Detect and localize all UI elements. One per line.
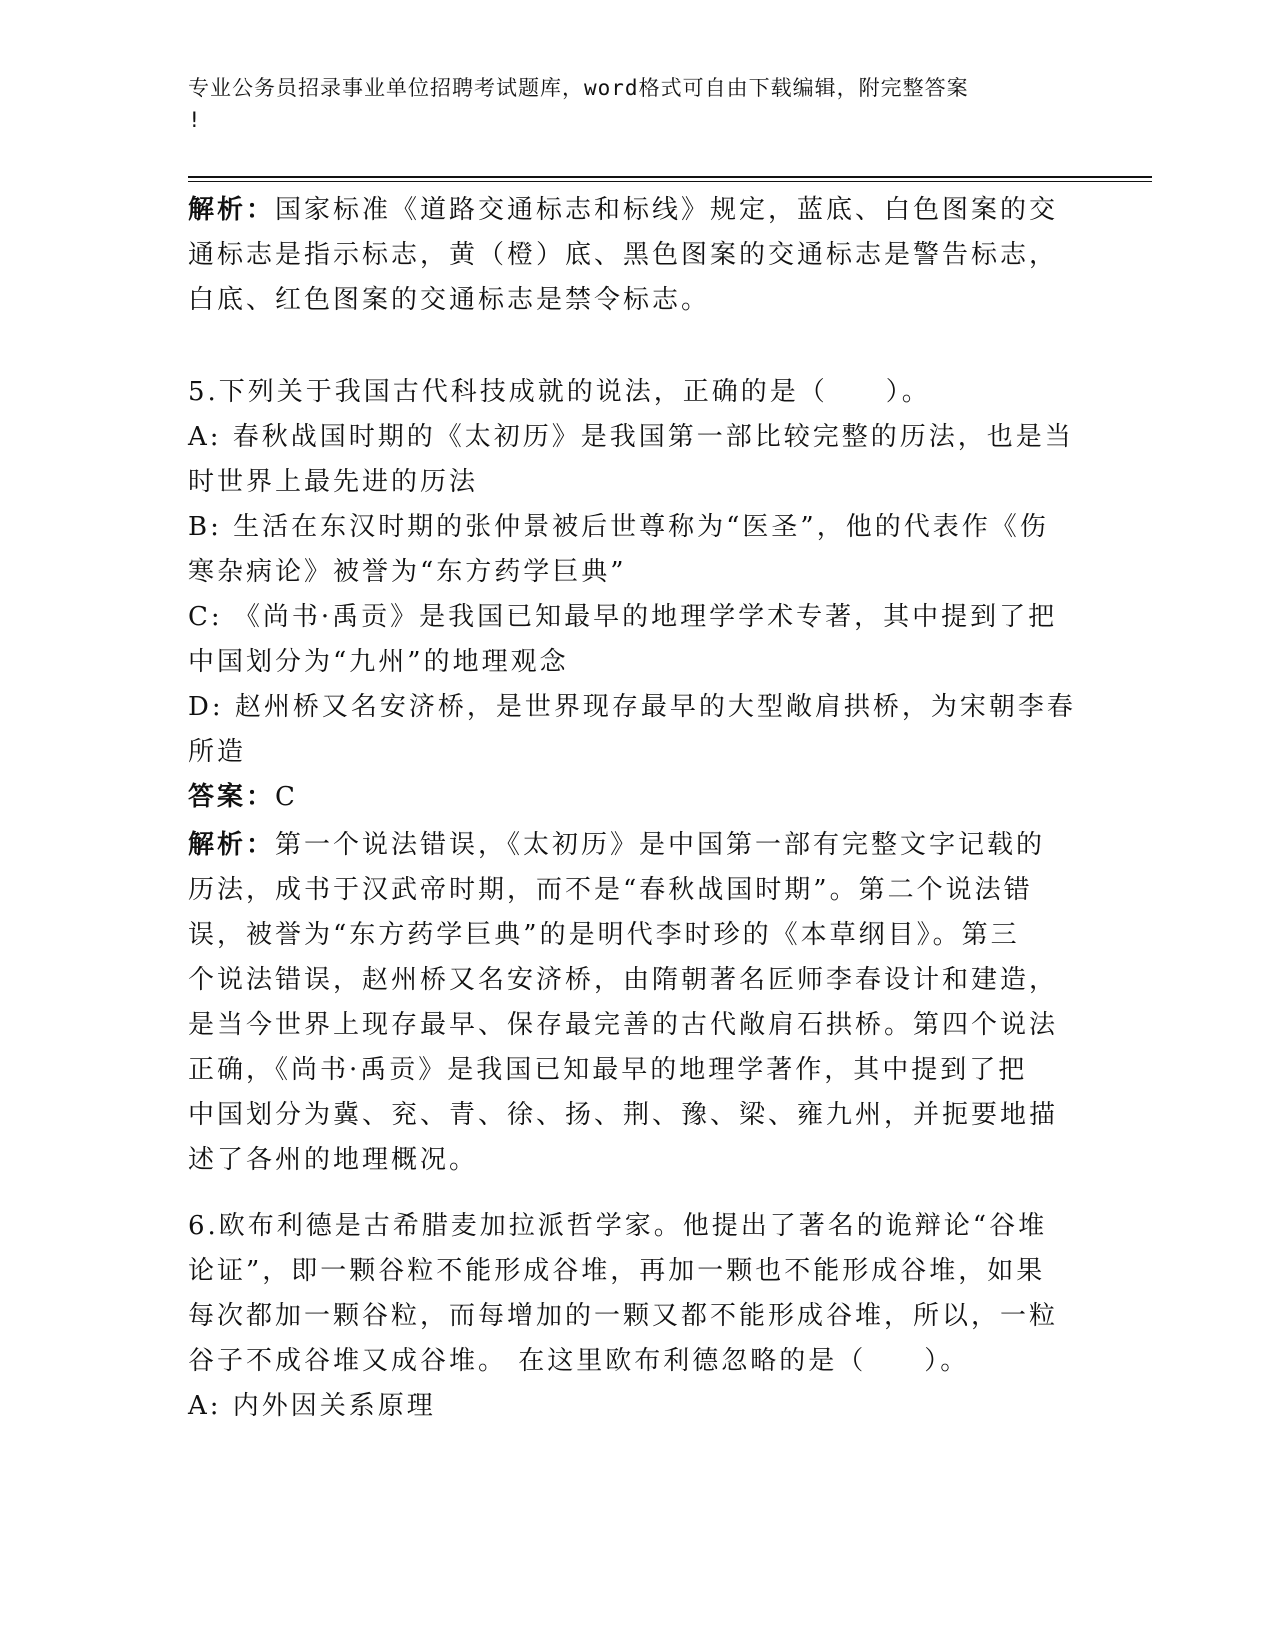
option-a-line-2: 时世界上最先进的历法 [188, 467, 479, 497]
question-stem-line: 6.欧布利德是古希腊麦加拉派哲学家。他提出了著名的诡辩论“谷堆 [188, 1211, 1048, 1241]
explanation-line: 通标志是指示标志，黄（橙）底、黑色图案的交通标志是警告标志， [188, 240, 1059, 270]
question-stem: 5.下列关于我国古代科技成就的说法，正确的是（ ）。 [188, 377, 931, 407]
option-a-line-1: A: 内外因关系原理 [188, 1391, 436, 1421]
question-stem-line: 论证”，即一颗谷粒不能形成谷堆，再加一颗也不能形成谷堆，如果 [188, 1256, 1046, 1286]
header-line-1: 专业公务员招录事业单位招聘考试题库，word格式可自由下载编辑，附完整答案 [188, 76, 969, 100]
explanation-line: 白底、红色图案的交通标志是禁令标志。 [188, 285, 711, 315]
option-a-line-1: A: 春秋战国时期的《太初历》是我国第一部比较完整的历法，也是当 [188, 422, 1074, 452]
explanation-line: 历法，成书于汉武帝时期，而不是“春秋战国时期”。第二个说法错 [188, 875, 1033, 905]
explanation-line [188, 188, 1068, 233]
header-line-2: ! [188, 108, 202, 132]
explanation-line: 是当今世界上现存最早、保存最完善的古代敞肩石拱桥。第四个说法 [188, 1010, 1059, 1040]
page-header [188, 72, 1088, 136]
explanation-q4 [188, 188, 1068, 323]
option-b-line-2: 寒杂病论》被誉为“东方药学巨典” [188, 557, 627, 587]
question-6 [188, 1204, 1068, 1429]
option-b-line-1: B: 生活在东汉时期的张仲景被后世尊称为“医圣”，他的代表作《伤 [188, 512, 1049, 542]
option-d-line-2: 所造 [188, 737, 247, 767]
explanation-label: 解析： [188, 195, 276, 225]
answer-label: 答案： [188, 782, 276, 812]
question-5 [188, 370, 1076, 820]
option-c-line-1: C: 《尚书·禹贡》是我国已知最早的地理学学术专著，其中提到了把 [188, 602, 1058, 632]
answer-value: C [275, 782, 298, 812]
explanation-line: 述了各州的地理概况。 [188, 1145, 479, 1175]
option-d-line-1: D: 赵州桥又名安济桥，是世界现存最早的大型敞肩拱桥，为宋朝李春 [188, 692, 1076, 722]
answer-line [188, 775, 1068, 820]
explanation-line [188, 823, 1068, 868]
explanation-line: 中国划分为冀、兖、青、徐、扬、荆、豫、梁、雍九州，并扼要地描 [188, 1100, 1059, 1130]
explanation-text: 国家标准《道路交通标志和标线》规定，蓝底、白色图案的交 [275, 195, 1059, 225]
explanation-q5 [188, 823, 1068, 1183]
question-stem-line: 谷子不成谷堆又成谷堆。 在这里欧布利德忽略的是（ ）。 [188, 1346, 970, 1376]
header-rule-thick [188, 176, 1152, 178]
explanation-text: 第一个说法错误，《太初历》是中国第一部有完整文字记载的 [275, 830, 1046, 860]
option-c-line-2: 中国划分为“九州”的地理观念 [188, 647, 569, 677]
header-rule-thin [188, 181, 1152, 182]
explanation-line: 正确，《尚书·禹贡》是我国已知最早的地理学著作，其中提到了把 [188, 1055, 1028, 1085]
question-stem-line: 每次都加一颗谷粒，而每增加的一颗又都不能形成谷堆，所以，一粒 [188, 1301, 1059, 1331]
explanation-line: 误，被誉为“东方药学巨典”的是明代李时珍的《本草纲目》。第三 [188, 920, 1020, 950]
explanation-line: 个说法错误，赵州桥又名安济桥，由隋朝著名匠师李春设计和建造， [188, 965, 1059, 995]
explanation-label: 解析： [188, 830, 276, 860]
